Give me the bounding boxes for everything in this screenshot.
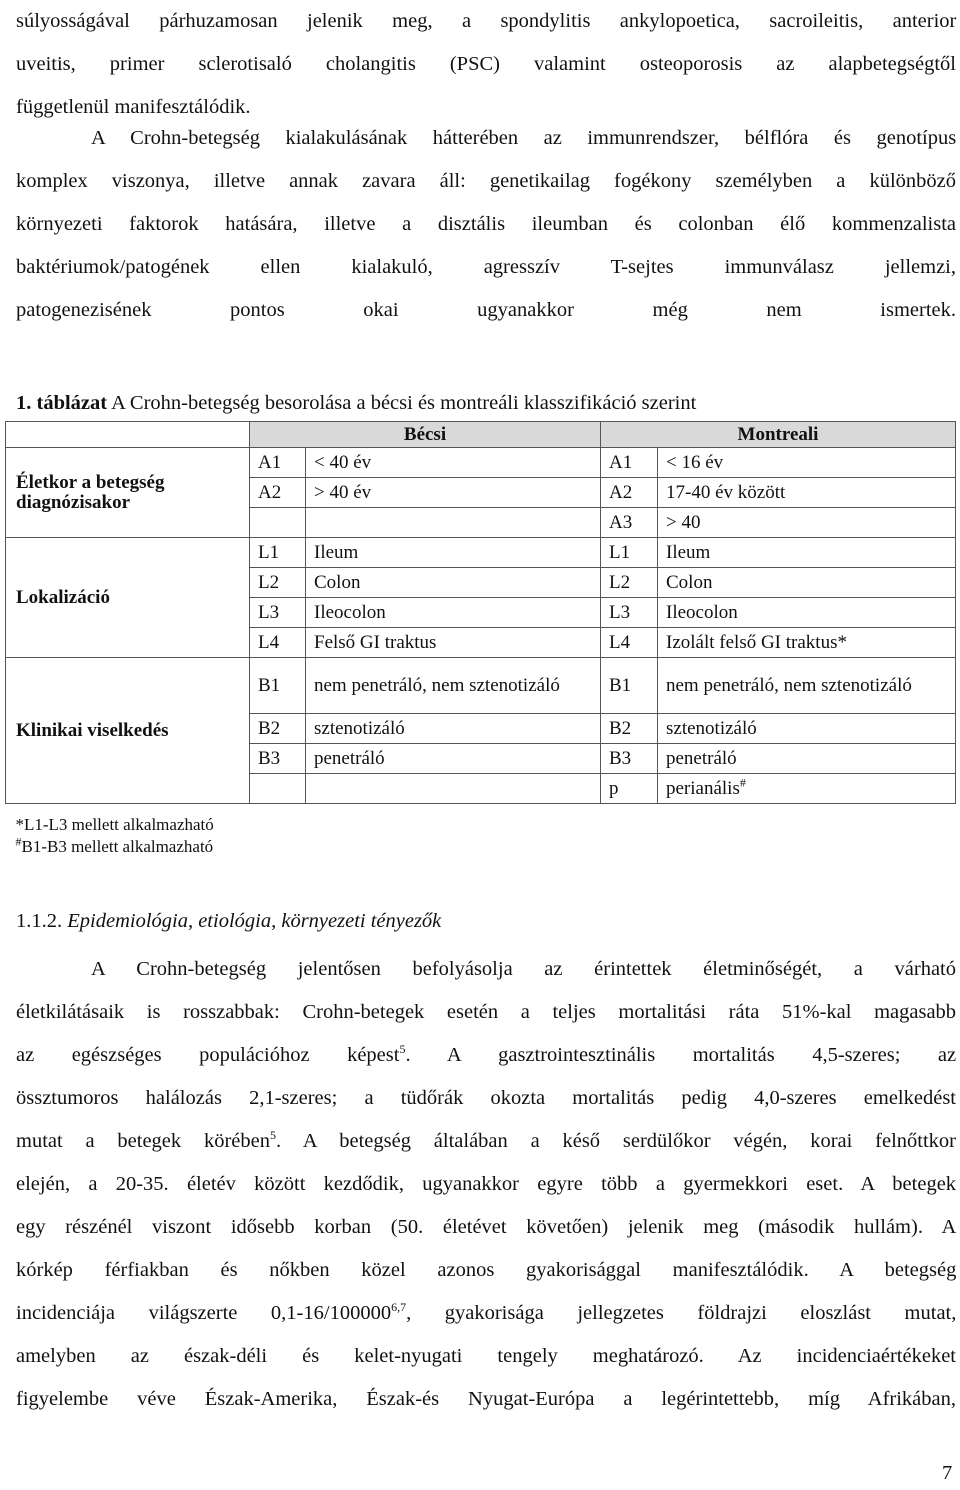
montreal-code: L1 [601,538,658,568]
text-line: A Crohn-betegség jelentősen befolyásolja az érintettek életminőségét, a várható [91,958,956,980]
text-span: . A betegség általában a késő serdülőkor végén, korai felnőttkor [275,1130,956,1152]
text-line: kórkép férfiakban és nőkben közel azonos gyakorisággal manifesztálódik. A betegség [16,1259,957,1281]
montreal-desc: Ileum [658,538,956,568]
montreal-code: p [601,774,658,804]
vienna-desc: > 40 év [306,478,601,508]
etiology-paragraph [16,117,956,332]
vienna-desc: Felső GI traktus [306,628,601,658]
header-montreal: Montreali [601,422,956,448]
text-line: figyelembe véve Észak-Amerika, Észak-és Nyugat-Európa a legérintettebb, míg Afrikában, [16,1388,956,1410]
montreal-desc: nem penetráló, nem sztenotizáló [658,658,956,714]
vienna-desc: sztenotizáló [306,714,601,744]
text-line: uveitis, primer sclerotisaló cholangitis (PSC) valamint osteoporosis az alapbetegségtől [16,53,956,75]
text-line: életkilátásaik is rosszabbak: Crohn-betegek esetén a teljes mortalitási ráta 51%-kal magasabb [16,1001,957,1023]
text-line: függetlenül manifesztálódik. [16,96,251,118]
vienna-desc: Ileum [306,538,601,568]
table-caption-number: 1. táblázat [16,392,108,414]
table-footnotes [6,804,306,859]
vienna-code: L2 [250,568,306,598]
vienna-code: L3 [250,598,306,628]
group-age-label: Életkor a betegség diagnózisakor [6,448,250,538]
text-line [16,1292,956,1335]
citation: 5 [269,1128,276,1143]
table-header-row [6,422,956,448]
text-line: össztumoros halálozás 2,1-szeres; a tüdőrák okozta mortalitás pedig 4,0-szeres emelkedést [16,1087,956,1109]
table-row [6,658,956,714]
text-line: A Crohn-betegség kialakulásának hátterében az immunrendszer, bélflóra és genotípus [91,127,957,149]
classification-table [5,421,956,858]
vienna-desc: Colon [306,568,601,598]
montreal-desc: Colon [658,568,956,598]
montreal-desc: 17-40 év között [658,478,956,508]
montreal-code: L2 [601,568,658,598]
vienna-code: B2 [250,714,306,744]
text-line: amelyben az észak-déli és kelet-nyugati tengely meghatározó. Az incidenciaértékeket [16,1345,956,1367]
footnote-mark: # [739,775,746,790]
citation: 6,7 [391,1300,407,1315]
montreal-code: A2 [601,478,658,508]
vienna-code [250,774,306,804]
text-line: egy részénél viszont idősebb korban (50. életévet követően) jelenik meg (második hullám). A [16,1216,957,1238]
vienna-desc: < 40 év [306,448,601,478]
montreal-code: B1 [601,658,658,714]
montreal-desc: penetráló [658,744,956,774]
section-number: 1.1.2. [16,910,63,932]
montreal-code: L3 [601,598,658,628]
text-line: elején, a 20-35. életév között kezdődik, ugyanakkor egyre több a gyermekkori eset. A betegek [16,1173,957,1195]
page-number: 7 [942,1462,953,1484]
text-line: patogenezisének pontos okai ugyanakkor még nem ismertek. [16,299,956,321]
montreal-code: B2 [601,714,658,744]
montreal-desc: Ileocolon [658,598,956,628]
montreal-desc [658,774,956,804]
vienna-desc: nem penetráló, nem sztenotizáló [306,658,601,714]
montreal-desc: sztenotizáló [658,714,956,744]
table-footnotes-row [6,804,956,859]
montreal-desc: > 40 [658,508,956,538]
vienna-code [250,508,306,538]
text-line: baktériumok/patogének ellen kialakuló, agresszív T-sejtes immunválasz jellemzi, [16,256,956,278]
montreal-desc: < 16 év [658,448,956,478]
group-behaviour-label: Klinikai viselkedés [6,658,250,804]
text-line: komplex viszonya, illetve annak zavara áll: genetikailag fogékony személyben a különböző [16,170,956,192]
vienna-desc [306,774,601,804]
table-caption-text: A Crohn-betegség besorolása a bécsi és montreáli klasszifikáció szerint [107,392,697,414]
vienna-code: A1 [250,448,306,478]
vienna-code: L1 [250,538,306,568]
vienna-code: B3 [250,744,306,774]
montreal-code: A3 [601,508,658,538]
text-span: az egészséges populációhoz képest [16,1044,400,1066]
table-row [6,538,956,568]
montreal-desc: Izolált felső GI traktus* [658,628,956,658]
montreal-code: B3 [601,744,658,774]
montreal-code: L4 [601,628,658,658]
footnote-1: *L1-L3 mellett alkalmazható [15,815,214,834]
text-span: . A gasztrointesztinális mortalitás 4,5-szeres; az [405,1044,957,1066]
vienna-code: A2 [250,478,306,508]
montreal-desc-text: perianális [666,777,740,799]
table-footnotes-spacer [306,804,956,859]
text-span: , gyakorisága jellegzetes földrajzi eloszlást mutat, [406,1302,957,1324]
table-row [6,448,956,478]
table-caption [16,392,696,415]
footnote-2: B1-B3 mellett alkalmazható [21,837,214,856]
text-line [16,1034,956,1077]
vienna-code: B1 [250,658,306,714]
citation: 5 [399,1042,406,1057]
section-heading [16,910,441,933]
vienna-code: L4 [250,628,306,658]
vienna-desc: penetráló [306,744,601,774]
text-span: incidenciája világszerte 0,1-16/100000 [16,1302,392,1324]
montreal-code: A1 [601,448,658,478]
section-title: Epidemiológia, etiológia, környezeti tényezők [67,910,442,932]
text-line [16,1120,956,1163]
vienna-desc: Ileocolon [306,598,601,628]
group-location-label: Lokalizáció [6,538,250,658]
footnote-2-mark: # [15,834,22,849]
text-line: környezeti faktorok hatására, illetve a disztális ileumban és colonban élő kommenzalista [16,213,956,235]
header-vienna: Bécsi [250,422,601,448]
text-span: mutat a betegek körében [16,1130,270,1152]
table-corner-cell [6,422,250,448]
epidemiology-paragraph [16,948,956,1421]
intro-paragraph [16,0,956,129]
vienna-desc [306,508,601,538]
text-line: súlyosságával párhuzamosan jelenik meg, a spondylitis ankylopoetica, sacroileitis, anterior [16,10,957,32]
